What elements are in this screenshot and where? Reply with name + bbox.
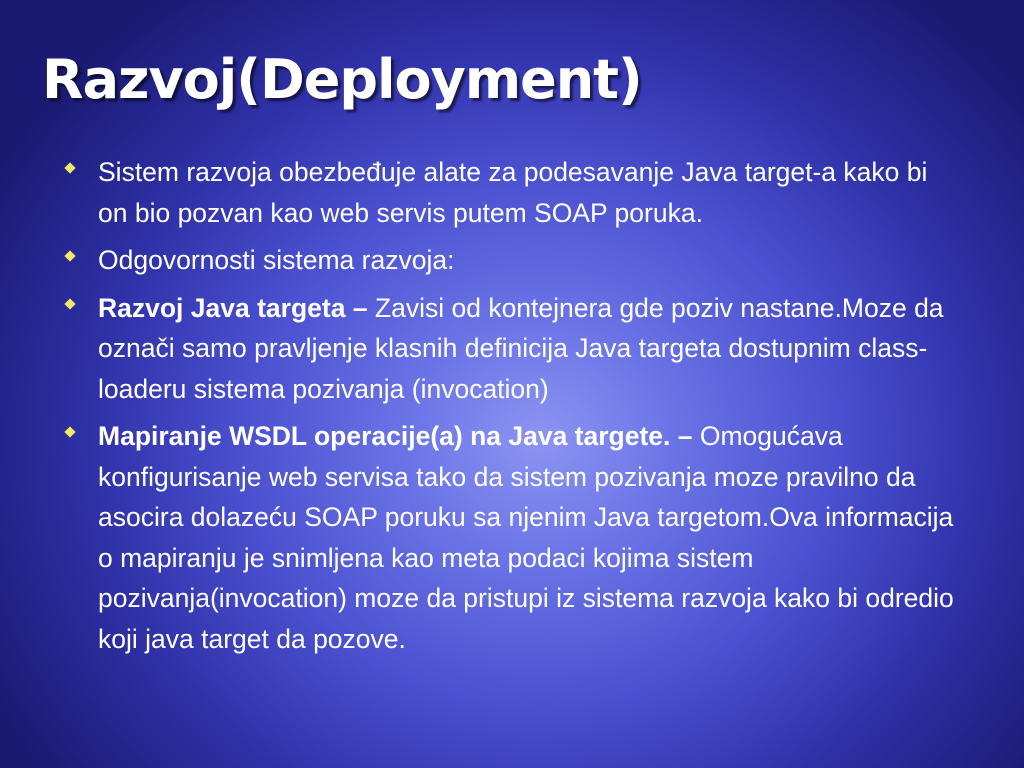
bullet-item [62, 240, 962, 281]
diamond-bullet-icon [64, 162, 75, 173]
bullet-lead: Razvoj Java targeta – [98, 292, 375, 323]
bullet-list [62, 152, 962, 666]
bullet-lead: Mapiranje WSDL operacije(a) na Java targete. – [98, 421, 700, 451]
bullet-item [62, 416, 962, 659]
bullet-text: Sistem razvoja obezbeđuje alate za podesavanje Java target-a kako bi on bio pozvan kao web servis putem SOAP poruka. [98, 157, 928, 228]
bullet-item [62, 152, 962, 233]
slide-title: Razvoj(Deployment) [42, 48, 642, 111]
bullet-text: Odgovornosti sistema razvoja: [98, 245, 455, 275]
bullet-item [62, 288, 962, 410]
bullet-text: Omogućava konfigurisanje web servisa tako da sistem pozivanja moze pravilno da asocira dolazeću SOAP poruku sa njenim Java targetom.Ova informacija o mapiranju je snimljena kao meta podaci kojima sistem pozivanja(invocation) moze da pristupi iz sistema razvoja kako bi odredio koji java target da pozove. [98, 421, 954, 654]
diamond-bullet-icon [64, 298, 75, 309]
diamond-bullet-icon [64, 250, 75, 261]
bullet-text: Zavisi od kontejnera gde poziv nastane.Moze da označi samo pravljenje klasnih definicija Java targeta dostupnim class-loaderu sistema pozivanja (invocation) [98, 292, 944, 404]
diamond-bullet-icon [64, 426, 75, 437]
